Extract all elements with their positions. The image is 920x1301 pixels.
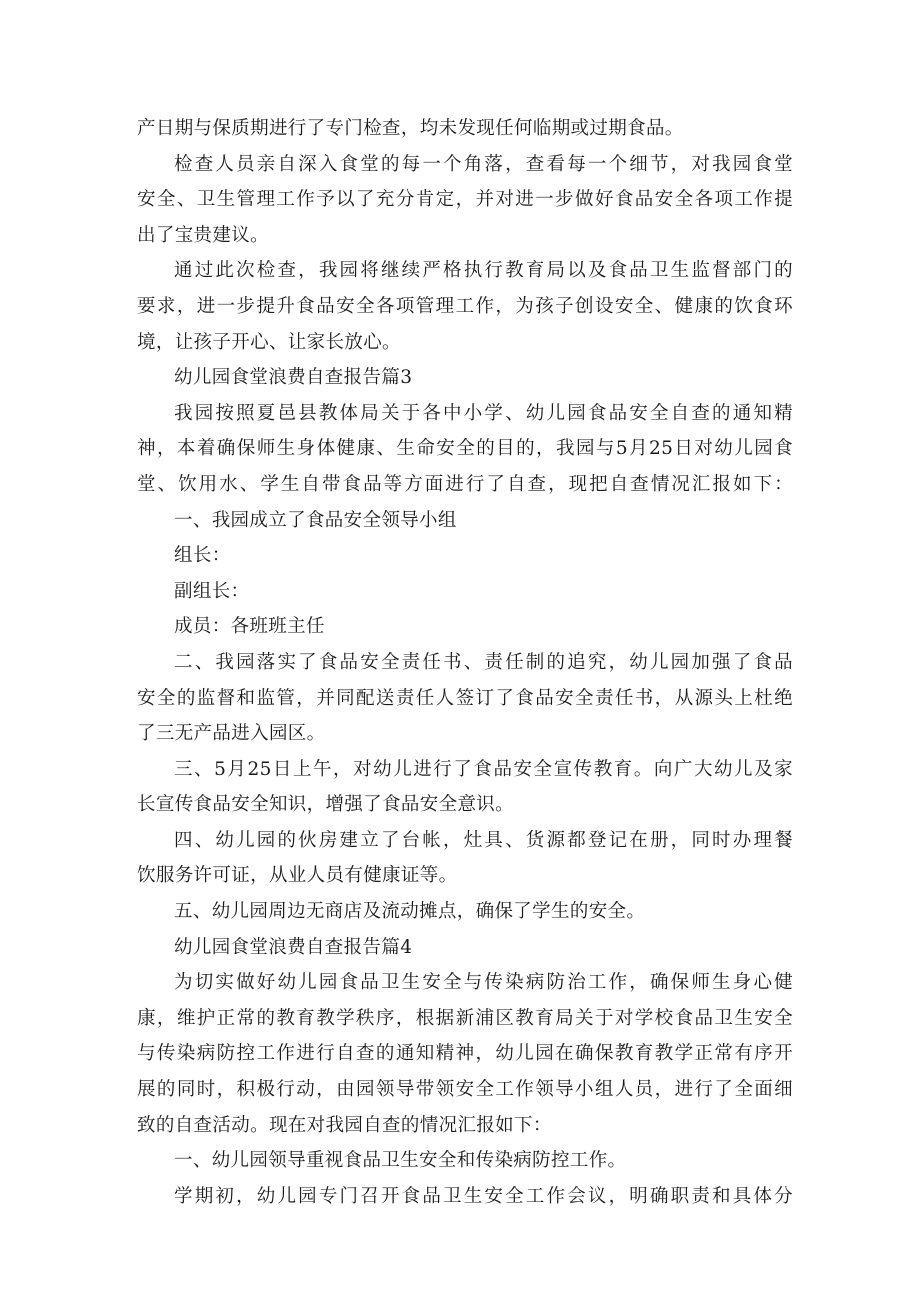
text-line: 二、我园落实了食品安全责任书、责任制的追究，幼儿园加强了食品: [174, 651, 793, 673]
text-line: 与传染病防控工作进行自查的通知精神，幼儿园在确保教育教学正常有序开: [137, 1043, 793, 1065]
text-line: 要求，进一步提升食品安全各项管理工作，为孩子创设安全、健康的饮食环: [137, 295, 793, 317]
text-line: 堂、饮用水、学生自带食品等方面进行了自查，现把自查情况汇报如下：: [137, 473, 793, 495]
text-line: 康，维护正常的教育教学秩序，根据新浦区教育局关于对学校食品卫生安全: [137, 1007, 793, 1029]
text-line: 五、幼儿园周边无商店及流动摊点，确保了学生的安全。: [174, 901, 646, 923]
text-line: 三、5月25日上午，对幼儿进行了食品安全宣传教育。向广大幼儿及家: [174, 758, 793, 780]
text-line: 检查人员亲自深入食堂的每一个角落，查看每一个细节，对我园食堂: [174, 153, 793, 175]
text-line: 成员：各班班主任: [174, 616, 325, 638]
text-line: 展的同时，积极行动，由园领导带领安全工作领导小组人员，进行了全面细: [137, 1079, 793, 1101]
text-line: 饮服务许可证，从业人员有健康证等。: [137, 865, 458, 887]
text-line: 安全的监督和监管，并同配送责任人签订了食品安全责任书，从源头上杜绝: [137, 687, 793, 709]
section-heading: 幼儿园食堂浪费自查报告篇3: [174, 367, 413, 389]
text-line: 四、幼儿园的伙房建立了台帐，灶具、货源都登记在册，同时办理餐: [174, 829, 793, 851]
text-line: 组长：: [174, 545, 231, 567]
text-line: 了三无产品进入园区。: [137, 723, 326, 745]
text-line: 长宣传食品安全知识，增强了食品安全意识。: [137, 794, 515, 816]
text-line: 神，本着确保师生身体健康、生命安全的目的，我园与5月25日对幼儿园食: [137, 438, 793, 460]
text-line: 一、我园成立了食品安全领导小组: [174, 509, 457, 531]
text-line: 我园按照夏邑县教体局关于各中小学、幼儿园食品安全自查的通知精: [174, 402, 793, 424]
text-line: 境，让孩子开心、让家长放心。: [137, 331, 401, 353]
text-line: 出了宝贵建议。: [137, 224, 269, 246]
text-line: 产日期与保质期进行了专门检查，均未发现任何临期或过期食品。: [137, 118, 684, 139]
text-line: 为切实做好幼儿园食品卫生安全与传染病防治工作，确保师生身心健: [174, 972, 793, 994]
text-line: 通过此次检查，我园将继续严格执行教育局以及食品卫生监督部门的: [174, 260, 793, 282]
text-line: 学期初，幼儿园专门召开食品卫生安全工作会议，明确职责和具体分: [174, 1185, 793, 1207]
text-line: 副组长：: [174, 580, 250, 602]
document-body: [137, 111, 793, 1214]
section-heading: 幼儿园食堂浪费自查报告篇4: [174, 936, 413, 958]
text-line: 致的自查活动。现在对我园自查的情况汇报如下：: [137, 1114, 552, 1136]
text-line: 一、幼儿园领导重视食品卫生安全和传染病防控工作。: [174, 1150, 627, 1172]
text-line: 安全、卫生管理工作予以了充分肯定，并对进一步做好食品安全各项工作提: [137, 189, 793, 211]
